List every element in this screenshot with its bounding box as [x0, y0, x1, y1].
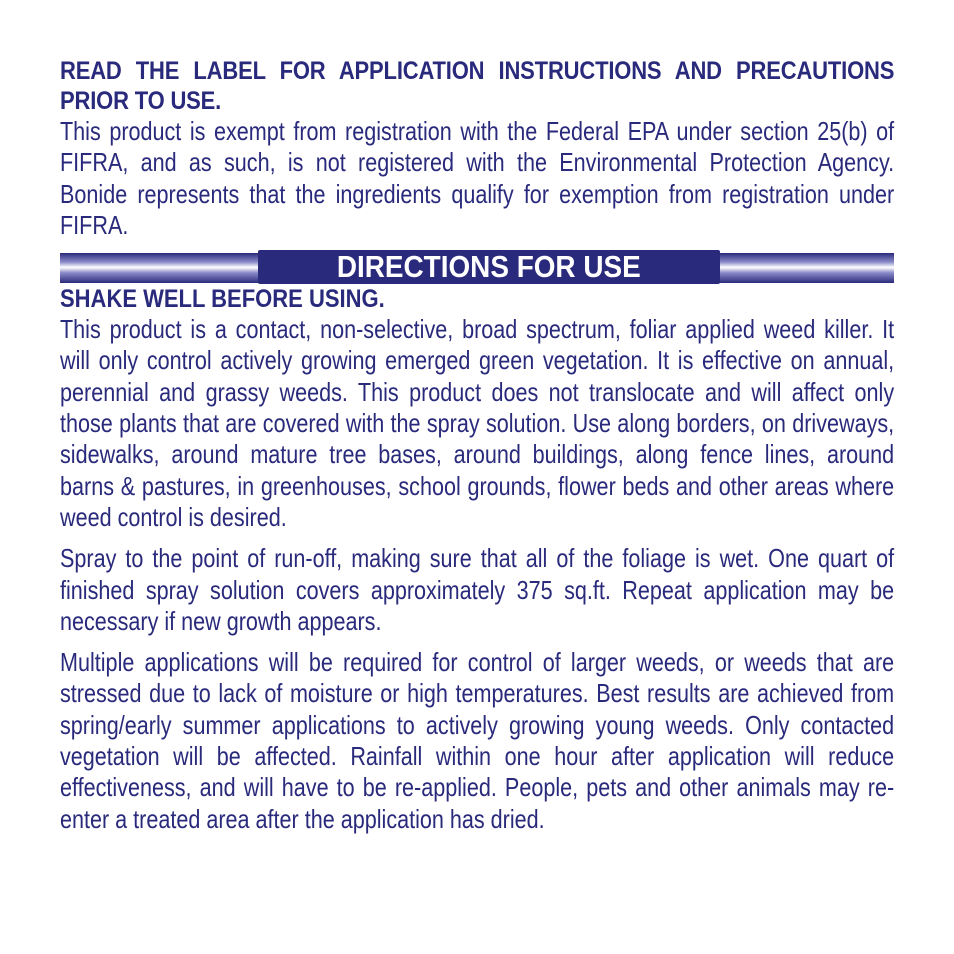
directions-paragraph-2: Spray to the point of run-off, making sure that all of the foliage is wet. One quart of finished spray solution covers approximately 375 sq.ft. Repeat application may be necessary if new growth appears.	[60, 543, 895, 636]
directions-paragraph-1: This product is a contact, non-selective, broad spectrum, foliar applied weed killer. It will only control actively growing emerged green vegetation. It is effective on annual, perennial and grassy weeds. This product does not translocate and will affect only those plants that are covered with the spray solution. Use along borders, on driveways, sidewalks, around mature tree bases, around buildings, along fence lines, around barns & pastures, in greenhouses, school grounds, flower beds and other areas where weed control is desired.	[60, 314, 895, 532]
directions-paragraph-3: Multiple applications will be required for control of larger weeds, or weeds that are stressed due to lack of moisture or high temperatures. Best results are achieved from spring/early summer applications to actively growing young weeds. Only contacted vegetation will be affected. Rainfall within one hour after application will reduce effectiveness, and will have to be re-applied. People, pets and other animals may re-enter a treated area after the application has dried.	[60, 647, 895, 834]
exemption-paragraph: This product is exempt from registration with the Federal EPA under section 25(b) of FIFRA, and as such, is not registered with the Environmental Protection Agency. Bonide represents that the ingredients qualify for exemption from registration under FIFRA.	[60, 116, 895, 240]
label-page	[60, 56, 894, 835]
warning-heading: READ THE LABEL FOR APPLICATION INSTRUCTIONS AND PRECAUTIONS PRIOR TO USE.	[60, 57, 895, 115]
banner-right-stripe	[718, 253, 894, 283]
directions-banner	[60, 250, 894, 286]
directions-title: DIRECTIONS FOR USE	[337, 250, 641, 285]
shake-instruction: SHAKE WELL BEFORE USING.	[60, 285, 385, 314]
directions-title-box	[258, 250, 720, 284]
banner-left-stripe	[60, 253, 260, 283]
